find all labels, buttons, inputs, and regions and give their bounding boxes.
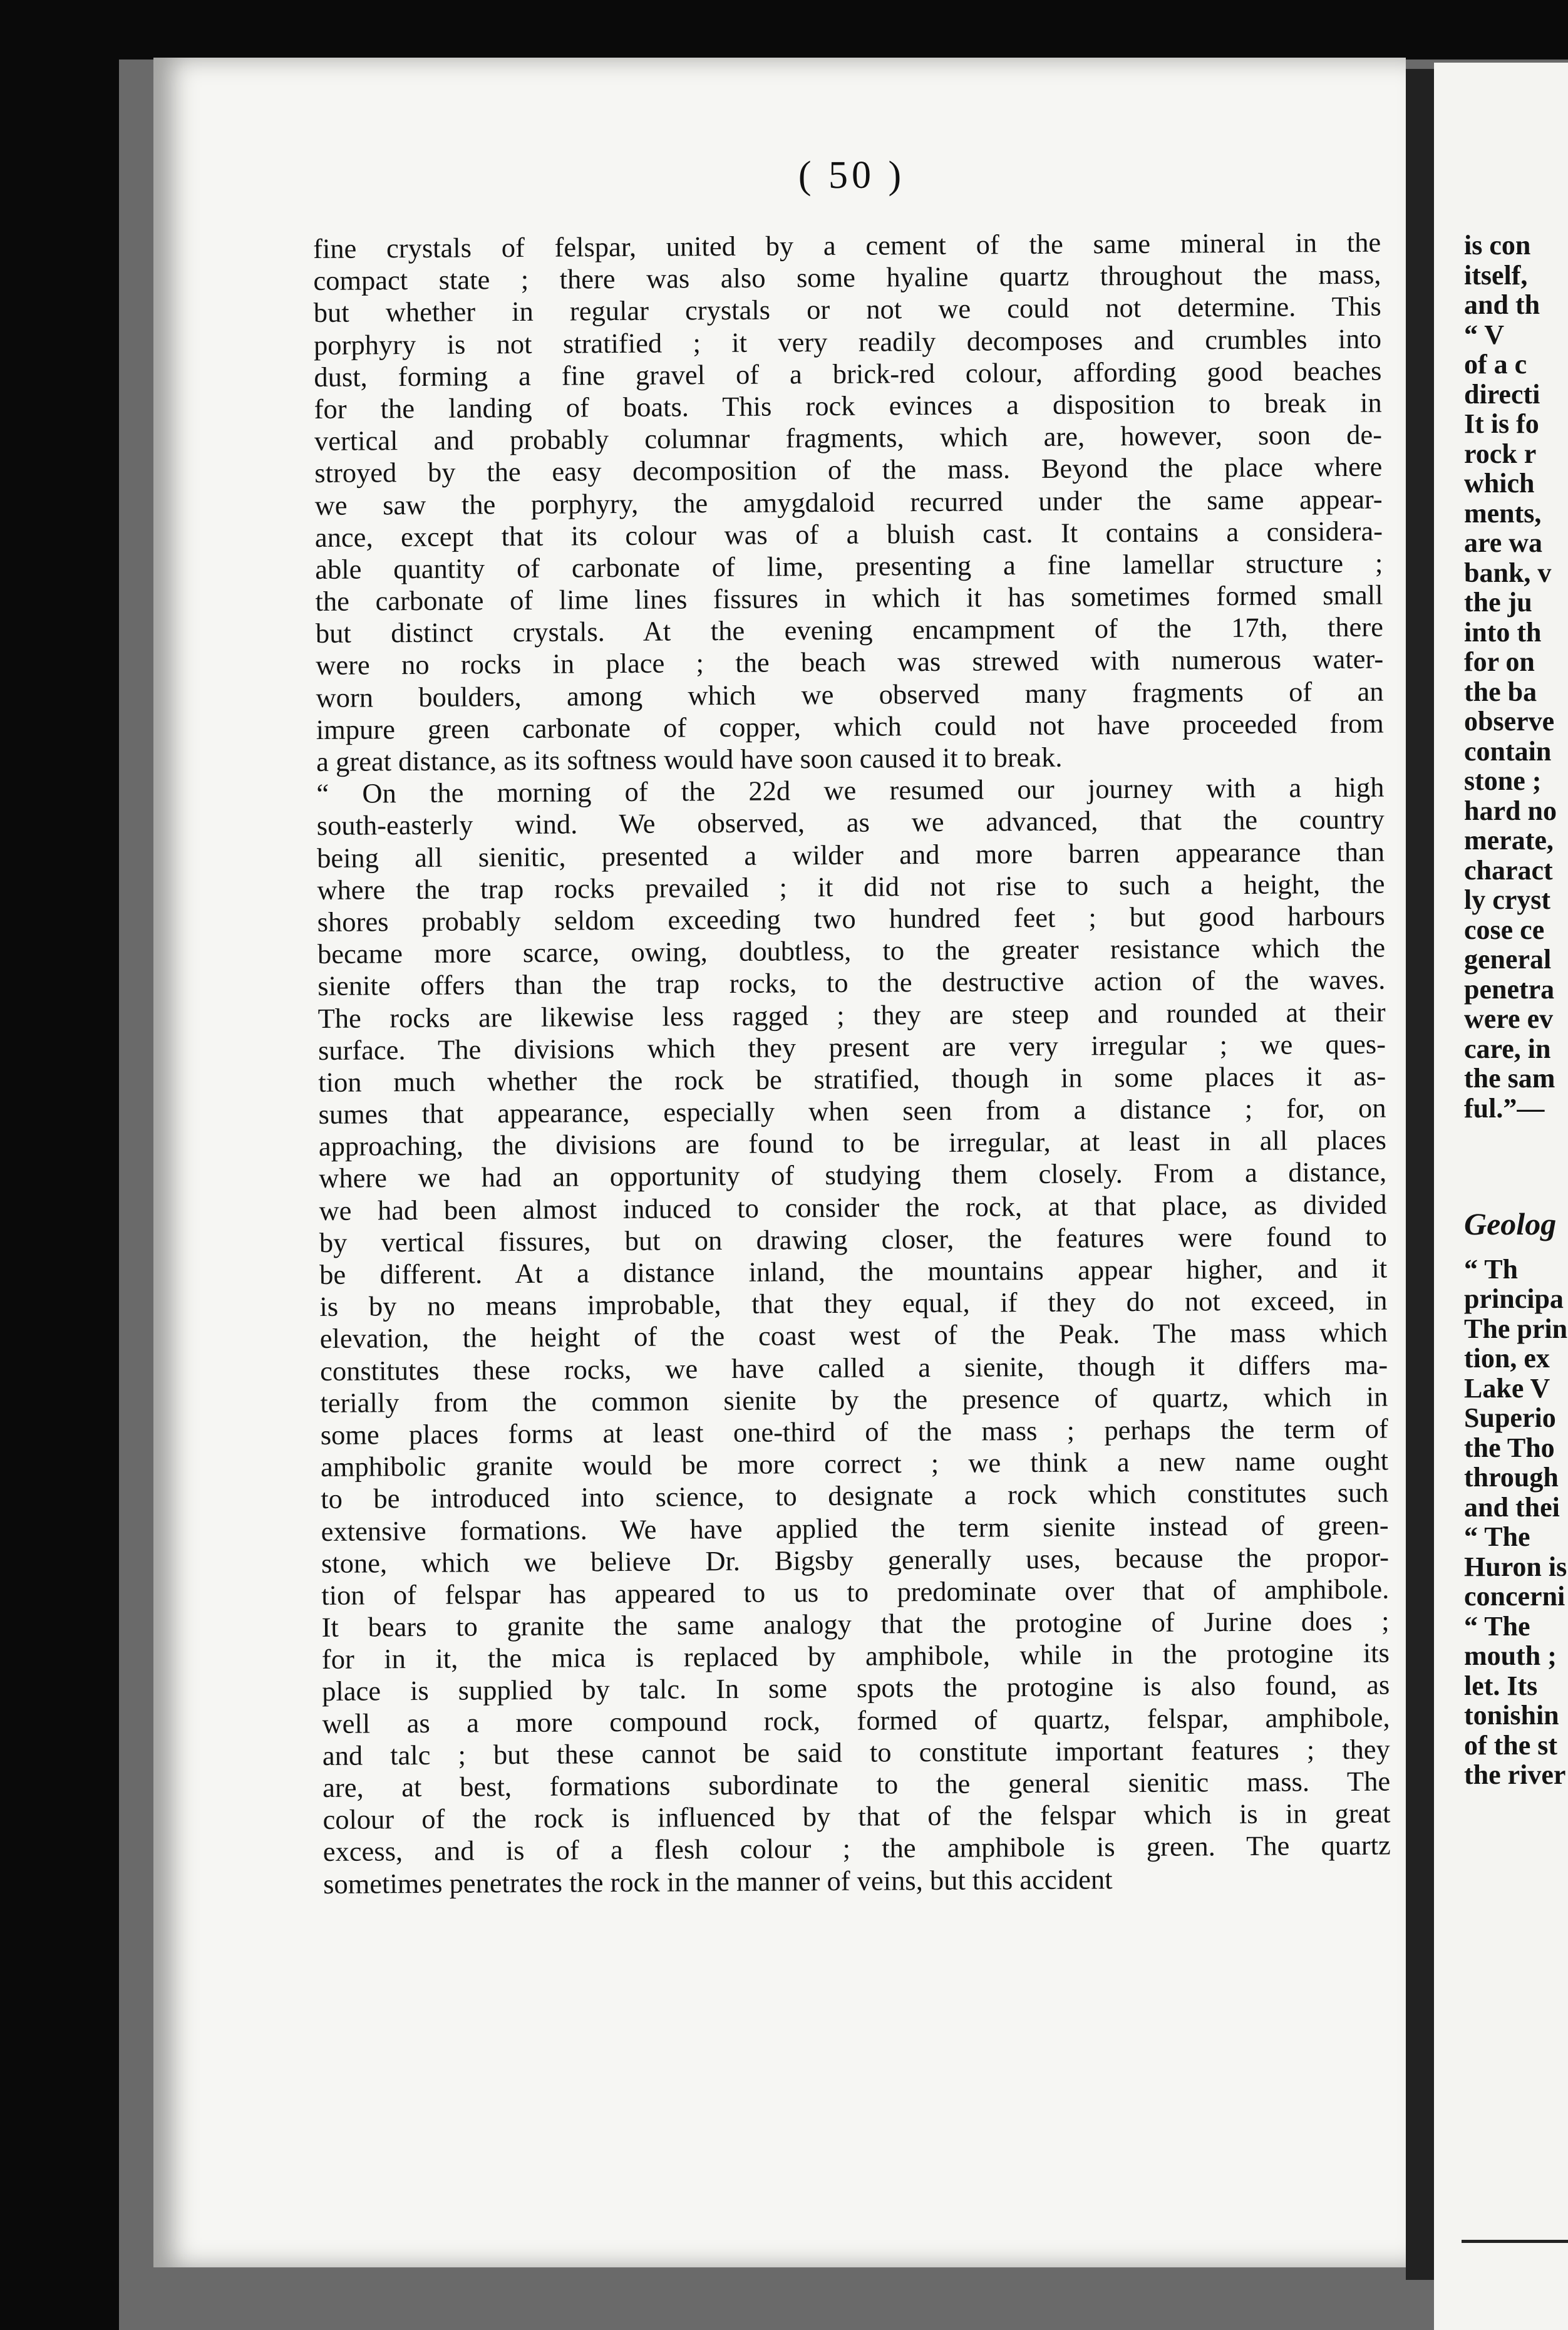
text-line-content: compact state ; there was also some hyaline quartz throughout the mass, [313,258,1381,297]
text-line-content: fine crystals of felspar, united by a cement of the same mineral in the [313,226,1381,264]
text-line-content: The rocks are likewise less ragged ; they are steep and rounded at their [317,996,1386,1034]
right-text-line: which [1464,468,1535,499]
text-line-content: place is supplied by talc. In some spots the protogine is also found, as [322,1669,1390,1707]
text-line-content: stroyed by the easy decomposition of the mass. Beyond the place where [314,450,1383,489]
right-text-line: the river [1464,1759,1566,1790]
footer-rule [1462,2240,1568,2243]
right-text-line: let. Its [1464,1670,1538,1701]
text-line-content: tion much whether the rock be stratified, though in some places it as- [318,1060,1386,1098]
right-text-line: “ The [1464,1610,1530,1642]
text-line-content: stone, which we believe Dr. Bigsby generally uses, because the propor- [321,1541,1390,1579]
text-line-content: we saw the porphyry, the amygdaloid recurred under the same appear- [314,483,1383,521]
right-text-line: general [1464,944,1552,975]
right-text-line: directi [1464,378,1540,410]
right-text-line: The prin [1464,1313,1568,1344]
text-line-content: being all sienitic, presented a wilder and more barren appearance than [316,836,1385,874]
right-text-line: through [1464,1462,1559,1493]
right-text-line: the Tho [1464,1432,1555,1463]
text-line-content: worn boulders, among which we observed many fragments of an [316,675,1384,713]
text-line-content: be different. At a distance inland, the mountains appear higher, and it [319,1252,1388,1290]
right-text-line: and thei [1464,1491,1560,1523]
text-line-content: approaching, the divisions are found to be irregular, at least in all places [318,1124,1387,1162]
right-text-line: tion, ex [1464,1343,1550,1374]
text-line-content: terially from the common sienite by the presence of quartz, which in [320,1380,1388,1419]
text-line-content: constitutes these rocks, we have called a sienite, though it differs ma- [319,1349,1388,1387]
text-line-content: surface. The divisions which they present are very irregular ; we ques- [317,1028,1386,1066]
text-line-content: ance, except that its colour was of a bluish cast. It contains a considera- [314,515,1383,553]
right-text-line: itself, [1464,259,1528,291]
text-line-content: were no rocks in place ; the beach was strewed with numerous water- [316,643,1384,681]
right-text-line: tonishin [1464,1700,1559,1731]
right-text-line: Lake V [1464,1372,1550,1404]
right-text-line: It is fo [1464,408,1539,439]
text-line-content: shores probably seldom exceeding two hundred feet ; but good harbours [317,899,1385,938]
text-line-content: vertical and probably columnar fragments, which are, however, soon de- [314,418,1383,457]
right-text-line: ments, [1464,497,1542,529]
right-text-line: the sam [1464,1063,1555,1094]
text-line-content: and talc ; but these cannot be said to constitute important features ; they [322,1733,1390,1771]
text-line-content: “ On the morning of the 22d we resumed our journey with a high [316,771,1385,810]
text-line-content: south-easterly wind. We observed, as we advanced, that the country [316,803,1385,842]
text-line-content: able quantity of carbonate of lime, presenting a fine lamellar structure ; [315,547,1383,585]
right-text-line: bank, v [1464,557,1552,588]
text-line-content: by vertical fissures, but on drawing closer, the features were found to [319,1220,1387,1258]
right-text-line: observe [1464,706,1555,737]
text-line-content: impure green carbonate of copper, which could not have proceeded from [316,707,1384,745]
right-text-line: were ev [1464,1003,1554,1034]
text-line-content: for in it, the mica is replaced by amphibole, while in the protogine its [321,1637,1390,1675]
right-text-line: rock r [1464,438,1537,469]
right-text-line: hard no [1464,795,1557,826]
text-line-content: where the trap rocks prevailed ; it did not rise to such a height, the [317,867,1385,906]
right-text-line: ly cryst [1464,884,1551,915]
right-text-line: “ The [1464,1521,1530,1552]
text-line-content: where we had an opportunity of studying them closely. From a distance, [319,1156,1387,1194]
right-text-line: the ju [1464,587,1532,618]
text-line-content: dust, forming a fine gravel of a brick-red colour, affording good beaches [314,355,1382,393]
text-line-content: excess, and is of a flesh colour ; the amphibole is green. The quartz [322,1829,1391,1868]
right-text-line: of a c [1464,349,1527,380]
text-line-content: for the landing of boats. This rock evinces a disposition to break in [314,386,1382,425]
heading-gap [1464,1240,1568,1255]
text-line-content: porphyry is not stratified ; it very readily decomposes and crumbles into [313,323,1382,361]
text-line-content: became more scarce, owing, doubtless, to the greater resistance which the [317,931,1386,970]
right-text-line: “ Th [1464,1253,1519,1285]
text-line-content: colour of the rock is influenced by that of the felspar which is in great [322,1797,1391,1836]
right-text-line: the ba [1464,676,1537,707]
right-text-line: and th [1464,289,1540,320]
right-section-heading: Geolog [1464,1206,1557,1241]
text-line-content: tion of felspar has appeared to us to predominate over that of amphibole. [321,1573,1390,1611]
text-line-content: sienite offers than the trap rocks, to the destructive action of the waves. [317,963,1386,1002]
text-line-content: some places forms at least one-third of the mass ; perhaps the term of [320,1412,1388,1451]
right-text-line: merate, [1464,825,1554,856]
text-line-content: to be introduced into science, to designate a rock which constitutes such [321,1476,1389,1515]
main-text-block [313,227,1391,1900]
right-text-line: penetra [1464,973,1555,1005]
right-text-line: into th [1464,616,1542,648]
right-text-line: is con [1464,230,1531,261]
text-line-content: is by no means improbable, that they equal, if they do not exceed, in [319,1284,1388,1323]
right-page-text [1464,230,1568,1790]
right-text-line: charact [1464,854,1553,886]
right-text-line: of the st [1464,1729,1558,1761]
right-text-line: ful.”— [1464,1092,1545,1124]
page-number: ( 50 ) [798,154,905,197]
right-text-line: care, in [1464,1033,1551,1064]
text-line-content: but whether in regular crystals or not we could not determine. This [313,290,1381,329]
right-text-line: Superio [1464,1402,1556,1433]
text-line-content: we had been almost induced to consider the rock, at that place, as divided [319,1188,1387,1226]
right-text-line: “ V [1464,319,1504,350]
text-line-content: a great distance, as its softness would have soon caused it to break. [316,741,1063,777]
right-text-line: stone ; [1464,765,1542,796]
right-text-line: for on [1464,646,1535,677]
right-text-line: principa [1464,1283,1564,1314]
section-gap [1464,1123,1568,1209]
text-line-content: sometimes penetrates the rock in the manner of veins, but this accident [322,1863,1113,1900]
text-line-content: amphibolic granite would be more correct ; we think a new name ought [320,1444,1389,1483]
right-text-line: mouth ; [1464,1640,1557,1671]
text-line-content: are, at best, formations subordinate to the general sienitic mass. The [322,1765,1391,1803]
book-gutter [1406,69,1434,2280]
text-line-content: extensive formations. We have applied the term sienite instead of green- [321,1509,1389,1547]
text-line-content: the carbonate of lime lines fissures in which it has sometimes formed small [315,579,1383,618]
text-line [323,1861,1391,1900]
right-text-line: cose ce [1464,914,1545,945]
text-line-content: well as a more compound rock, formed of quartz, felspar, amphibole, [322,1701,1390,1739]
text-line-content: but distinct crystals. At the evening encampment of the 17th, there [315,611,1384,650]
text-line-content: sumes that appearance, especially when seen from a distance ; for, on [318,1092,1386,1131]
right-text-line: Huron is [1464,1551,1567,1582]
right-text-line: contain [1464,735,1552,767]
right-text-line: are wa [1464,527,1543,558]
text-line-content: It bears to granite the same analogy that the protogine of Jurine does ; [321,1605,1390,1644]
text-line-content: elevation, the height of the coast west of the Peak. The mass which [319,1316,1388,1355]
right-text-line: concerni [1464,1581,1565,1612]
